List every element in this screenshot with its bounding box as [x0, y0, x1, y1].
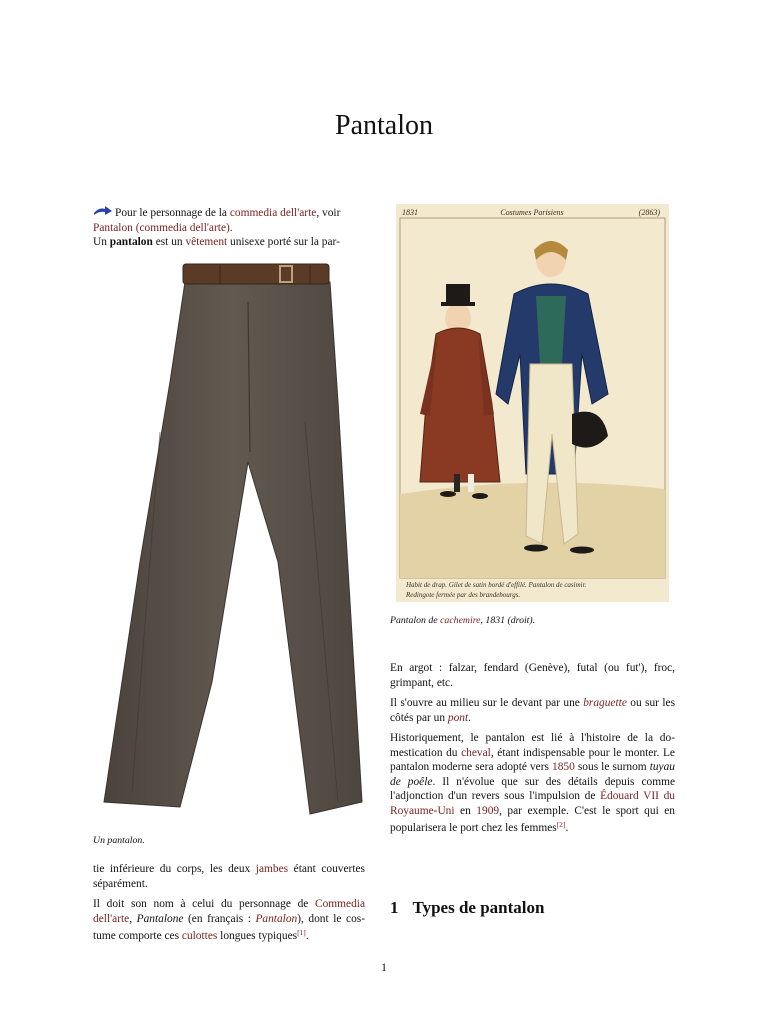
- hatnote-text: Pour le personnage de la: [115, 207, 230, 219]
- etym-text: Il doit son nom à celui du personnage de: [93, 898, 316, 910]
- opening-text-2: ou sur les côtés par un: [390, 697, 676, 724]
- page-title: Pantalon: [335, 110, 433, 141]
- link-pantalon[interactable]: Pantalon: [255, 912, 298, 925]
- plate-header-right: (2863): [638, 208, 660, 217]
- intro-text-2: est un: [152, 236, 186, 248]
- hatnote-text-2: , voir: [316, 207, 341, 219]
- etym-text-2: (en français :: [183, 912, 256, 925]
- plate-header-left: 1831: [402, 208, 418, 217]
- right-caption-text: Pantalon de: [390, 615, 441, 626]
- intro-text-3: unisexe porté sur la par-: [227, 236, 340, 248]
- etym-italic: Pantalone: [136, 912, 184, 925]
- history-text-3: sous le surnom: [574, 761, 650, 773]
- right-figure-caption: [390, 614, 675, 629]
- reference-2[interactable]: [2]: [556, 820, 566, 829]
- hatnote-link-commedia[interactable]: commedia dell'arte: [229, 207, 317, 219]
- intro-text: Un: [93, 236, 110, 248]
- etym-text-4: longues typiques: [217, 930, 298, 942]
- opening-text-3: .: [468, 711, 472, 724]
- plate-header-center: Costumes Parisiens: [500, 208, 564, 217]
- hatnote-link-pantalon-commedia[interactable]: Pantalon (commedia dell'arte): [93, 221, 230, 234]
- plate-caption-line2: Redingote fermée par des brandebourgs.: [406, 591, 521, 599]
- opening-paragraph: [390, 696, 675, 725]
- etym-end: .: [305, 930, 309, 942]
- section-title: Types de pantalon: [412, 898, 545, 917]
- hatnote: [93, 205, 365, 250]
- redirect-arrow-icon: [93, 205, 113, 217]
- left-body: [93, 862, 365, 950]
- history-end: .: [565, 822, 569, 834]
- link-braguette[interactable]: braguette: [583, 697, 627, 709]
- trousers-image: [100, 262, 365, 822]
- hatnote-text-3: .: [229, 221, 233, 234]
- etymology-paragraph: [93, 897, 365, 944]
- right-caption-text-2: , 1831 (droit).: [480, 615, 536, 626]
- reference-1[interactable]: [1]: [297, 928, 306, 937]
- history-text-4: . Il n'évolue que sur des détails depuis comme l'adjonction d'un revers sous l'impulsion de: [390, 775, 676, 802]
- link-cachemire[interactable]: cachemire: [440, 615, 481, 626]
- history-italic: tuyau de poêle: [390, 761, 675, 788]
- history-paragraph: [390, 731, 675, 836]
- history-text-5: en: [454, 804, 477, 817]
- history-text-2: , étant indispensable pour le monter. Le pantalon moderne sera adopté vers: [390, 746, 675, 773]
- history-text-6: , par exemple. C'est le sport qui en popularisera le port chez les femmes: [390, 804, 675, 834]
- intro-cont-text: tie inférieure du corps, les deux: [93, 863, 256, 875]
- link-pont[interactable]: pont: [447, 711, 469, 724]
- intro-bold: pantalon: [109, 236, 153, 248]
- history-text: Historiquement, le pantalon est lié à l'histoire de la domestication du: [390, 732, 675, 759]
- page-number: 1: [381, 960, 387, 974]
- link-commedia-dellarte[interactable]: Commedia dell'arte: [93, 898, 365, 925]
- link-1850[interactable]: 1850: [552, 761, 575, 773]
- right-body: [390, 661, 675, 842]
- etym-comma: ,: [129, 912, 137, 925]
- link-1909[interactable]: 1909: [476, 804, 500, 817]
- plate-caption-line1: Habit de drap. Gilet de satin bordé d'effilé. Pantalon de casimir.: [406, 581, 587, 589]
- link-jambes[interactable]: jambes: [255, 863, 289, 875]
- link-cheval[interactable]: cheval: [461, 746, 491, 759]
- opening-text: Il s'ouvre au milieu sur le devant par une: [390, 697, 584, 709]
- left-figure-caption: Un pantalon.: [93, 835, 145, 846]
- link-culottes[interactable]: culottes: [181, 930, 218, 942]
- fashion-plate-image: [396, 204, 669, 602]
- link-vetement[interactable]: vêtement: [185, 236, 228, 248]
- section-heading: [390, 898, 544, 918]
- intro-continuation: [93, 862, 365, 891]
- section-number: 1: [390, 898, 399, 917]
- intro-paragraph: [93, 235, 365, 250]
- argot-paragraph: En argot : falzar, fendard (Genève), futal (ou fut'), froc, grimpant, etc.: [390, 662, 675, 689]
- link-edouard-vii[interactable]: Édouard VII du Royaume-Uni: [390, 790, 675, 817]
- etym-text-3: ), dont le costume comporte ces: [93, 912, 365, 942]
- intro-cont-text-2: étant couvertes séparément.: [93, 863, 365, 890]
